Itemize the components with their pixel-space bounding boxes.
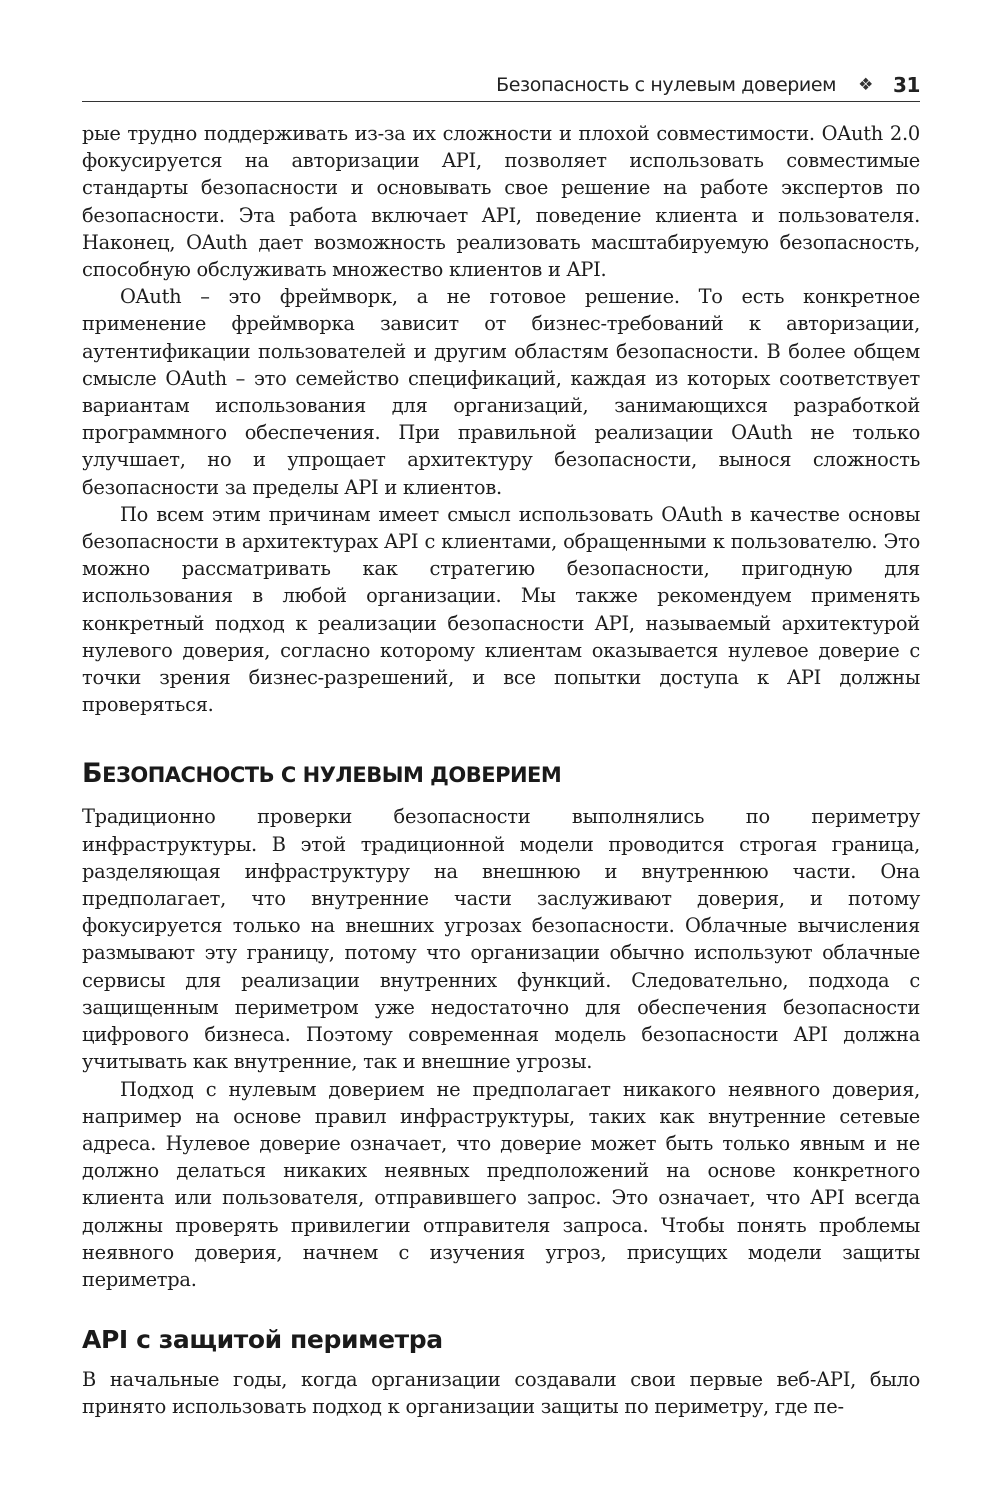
page-number: 31 <box>892 73 920 97</box>
running-header <box>82 70 920 100</box>
running-title: Безопасность с нулевым доверием <box>496 74 837 96</box>
header-rule <box>82 101 920 102</box>
paragraph: Подход с нулевым доверием не предполагает никакого неявного доверия, например на основе правил инфраструктуры, таких как внутренние сетевые адреса. Нулевое доверие означает, что доверие может быть только явным и не должно делаться никаких неявных предположений на основе конкретного клиента или пользователя, отправившего запрос. Это означает, что API всегда должны проверять привилегии отправителя запроса. Чтобы понять проблемы неявного доверия, начнем с изучения угроз, присущих модели защиты периметра. <box>82 1077 920 1291</box>
paragraph: В начальные годы, когда организации создавали свои первые веб-API, было принято использовать подход к организации защиты по периметру, где пе- <box>82 1368 920 1419</box>
heading-rest: ЕЗОПАСНОСТЬ С НУЛЕВЫМ ДОВЕРИЕМ <box>102 763 562 788</box>
paragraph: По всем этим причинам имеет смысл использовать OAuth в качестве основы безопасности в архитектурах API с клиентами, обращенными к пользователю. Это можно рассматривать как стратегию безопасности, пригодную для использования в любой организации. Мы также рекомендуем применять конкретный подход к реализации безопасности API, называемый архитектурой нулевого доверия, согласно которому клиентам оказывается нулевое доверие с точки зрения бизнес-разрешений, и все попытки доступа к API должны проверяться. <box>82 502 920 717</box>
paragraph: OAuth – это фреймворк, а не готовое решение. То есть конкретное применение фреймворка зависит от бизнес-требований к авторизации, аутентификации пользователей и другим областям безопасности. В более общем смысле OAuth – это семейство спецификаций, каждая из которых соответствует вариантам использования для организаций, занимающихся разработкой программного обеспечения. При правильной реализации OAuth не только улучшает, но и упрощает архитектуру безопасности, вынося сложность безопасности за пределы API и клиентов. <box>82 285 920 499</box>
page-body <box>82 120 920 1421</box>
heading-initial: Б <box>82 758 103 790</box>
section-heading-zero-trust <box>82 756 920 793</box>
subsection-heading-perimeter-api: API с защитой периметра <box>82 1325 443 1355</box>
ornament-icon: ❖ <box>858 75 873 95</box>
paragraph: рые трудно поддерживать из-за их сложности и плохой совместимости. OAuth 2.0 фокусируется на авторизации API, позволяет использовать совместимые стандарты безопасности и основывать свое решение на работе экспертов по безопасности. Эта работа включает API, поведение клиента и пользователя. Наконец, OAuth дает возможность реализовать масштабируемую безопасность, способную обслуживать множество клиентов и API. <box>82 122 920 282</box>
paragraph: Традиционно проверки безопасности выполнялись по периметру инфраструктуры. В этой традиционной модели проводится строгая граница, разделяющая инфраструктуру на внешнюю и внутреннюю части. Она предполагает, что внутренние части заслуживают доверия, и потому фокусируется только на внешних угрозах безопасности. Облачные вычисления размывают эту границу, потому что организации обычно используют облачные сервисы для реализации внутренних функций. Следовательно, подхода с защищенным периметром уже недостаточно для обеспечения безопасности цифрового бизнеса. Поэтому современная модель безопасности API должна учитывать как внутренние, так и внешние угрозы. <box>82 805 920 1074</box>
